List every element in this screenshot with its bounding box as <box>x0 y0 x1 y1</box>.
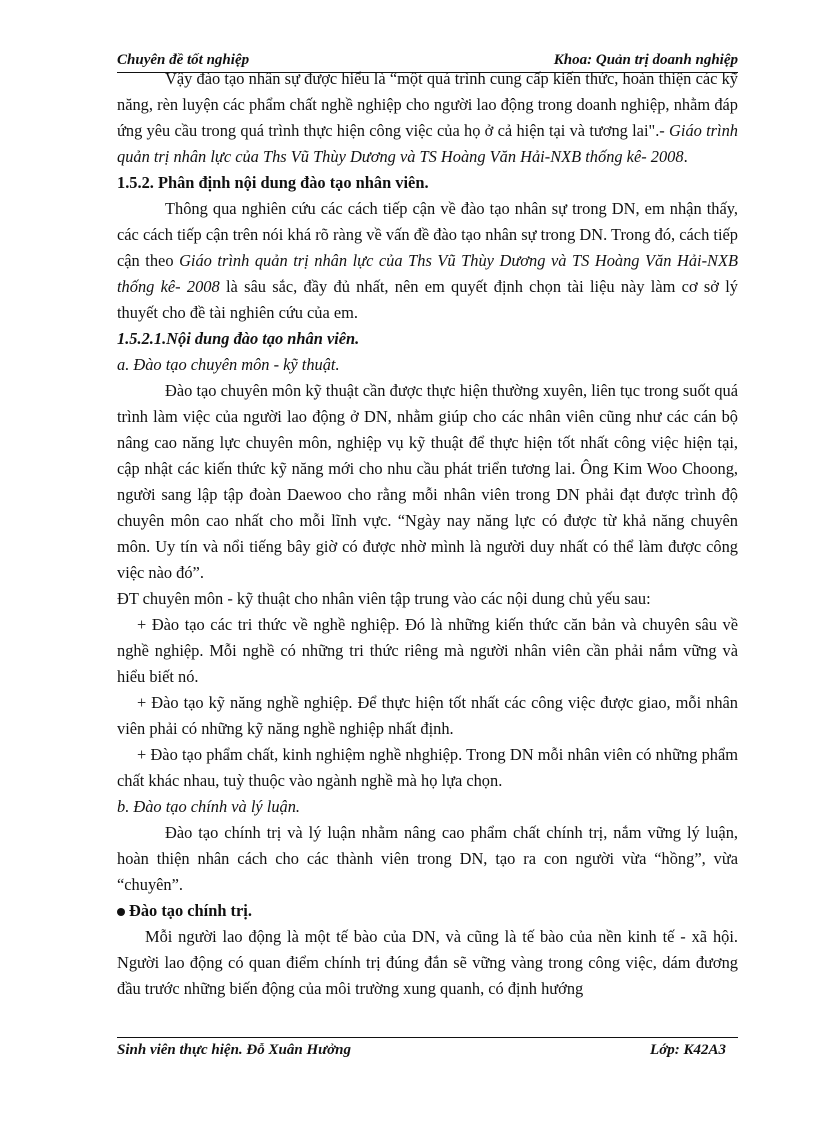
list-item: + Đào tạo các tri thức về nghề nghiệp. Đó là những kiến thức căn bản và chuyên sâu về nghề nghiệp. Mỗi nghề có những tri thức riêng mà người nhân viên cần phải nắm vững và hiểu biết nó. <box>117 615 738 686</box>
page-footer <box>117 1037 738 1062</box>
paragraph-political-training: Đào tạo chính trị và lý luận nhằm nâng cao phẩm chất chính trị, nắm vững lý luận, hoàn thiện nhân cách cho các thành viên trong DN, tạo ra con người vừa “hồng”, vừa “chuyên”. <box>117 823 738 894</box>
paragraph-content-list-intro: ĐT chuyên môn - kỹ thuật cho nhân viên tập trung vào các nội dung chủ yếu sau: <box>117 589 651 608</box>
paragraph-text: . <box>683 147 688 166</box>
section-heading-1-5-2: 1.5.2. Phân định nội dung đào tạo nhân viên. <box>117 173 429 192</box>
paragraph-worker-cell: Mỗi người lao động là một tế bào của DN, và cũng là tế bào của nền kinh tế - xã hội. Người lao động có quan điểm chính trị đúng đắn sẽ vững vàng trong công việc, dám đương đầu trước những biến động của môi trường xung quanh, có định hướng <box>117 927 738 998</box>
subheading-a: a. Đào tạo chuyên môn - kỹ thuật. <box>117 355 340 374</box>
bullet-heading-text: Đào tạo chính trị. <box>129 901 252 920</box>
citation: Giáo trình quản trị nhân lực của Ths Vũ Thùy Dương và TS Hoàng Văn Hải-NXB thống kê- 2008 <box>117 251 738 296</box>
paragraph-text: là sâu sắc, đầy đủ nhất, nên em quyết định chọn tài liệu này làm cơ sở lý thuyết cho đề tài nghiên cứu của em. <box>117 277 738 322</box>
paragraph-definition <box>117 66 738 170</box>
citation: Giáo trình quản trị nhân lực của Ths Vũ Thùy Dương và TS Hoàng Văn Hải-NXB thống kê- 2008 <box>117 121 738 166</box>
footer-left: Sinh viên thực hiện. Đỗ Xuân Hưởng <box>117 1042 352 1058</box>
paragraph-text: Thông qua nghiên cứu các cách tiếp cận về đào tạo nhân sự trong DN, em nhận thấy, các cách tiếp cận trên nói khá rõ ràng về vấn đề đào tạo nhân sự trong DN. Trong đó, cách tiếp cận theo <box>117 199 738 270</box>
bullet-icon <box>117 908 125 916</box>
footer-right: Lớp: K42A3 <box>650 1042 726 1058</box>
list-item: + Đào tạo kỹ năng nghề nghiệp. Để thực hiện tốt nhất các công việc được giao, mỗi nhân viên phải có những kỹ năng nghề nghiệp nhất định. <box>117 693 738 738</box>
bullet-heading <box>117 898 738 924</box>
subheading-b: b. Đào tạo chính và lý luận. <box>117 797 301 816</box>
paragraph-approach <box>117 196 738 326</box>
section-heading-1-5-2-1: 1.5.2.1.Nội dung đào tạo nhân viên. <box>117 329 360 348</box>
document-body <box>117 66 738 1002</box>
paragraph-technical-training: Đào tạo chuyên môn kỹ thuật cần được thực hiện thường xuyên, liên tục trong suốt quá trình làm việc của người lao động ở DN, nhằm giúp cho các nhân viên cũng như các cán bộ nâng cao năng lực chuyên môn, nghiệp vụ kỹ thuật để thực hiện tốt nhất công việc hiện tại, cập nhật các kiến thức kỹ năng mới cho nhu cầu phát triển tương lai. Ông Kim Woo Choong, người sang lập tập đoàn Daewoo cho rằng mỗi nhân viên trong DN phải đạt được trình độ chuyên môn cao nhất cho mỗi lĩnh vực. “Ngày nay năng lực có được từ khả năng chuyên môn. Uy tín và nổi tiếng bây giờ có được nhờ mình là người duy nhất có thể làm được công việc nào đó”. <box>117 381 738 582</box>
header-right: Khoa: Quản trị doanh nghiệp <box>553 52 738 68</box>
header-left: Chuyên đề tốt nghiệp <box>117 52 250 68</box>
paragraph-text: Vậy đào tạo nhân sự được hiểu là “một quá trình cung cấp kiến thức, hoàn thiện các kỹ năng, rèn luyện các phẩm chất nghề nghiệp cho người lao động trong doanh nghiệp, nhằm đáp ứng yêu cầu trong quá trình thực hiện công việc của họ ở cả hiện tại và tương lai".- <box>117 69 738 140</box>
list-item: + Đào tạo phẩm chất, kinh nghiệm nghề nhghiệp. Trong DN mỗi nhân viên có những phẩm chất khác nhau, tuỳ thuộc vào ngành nghề mà họ lựa chọn. <box>117 745 738 790</box>
